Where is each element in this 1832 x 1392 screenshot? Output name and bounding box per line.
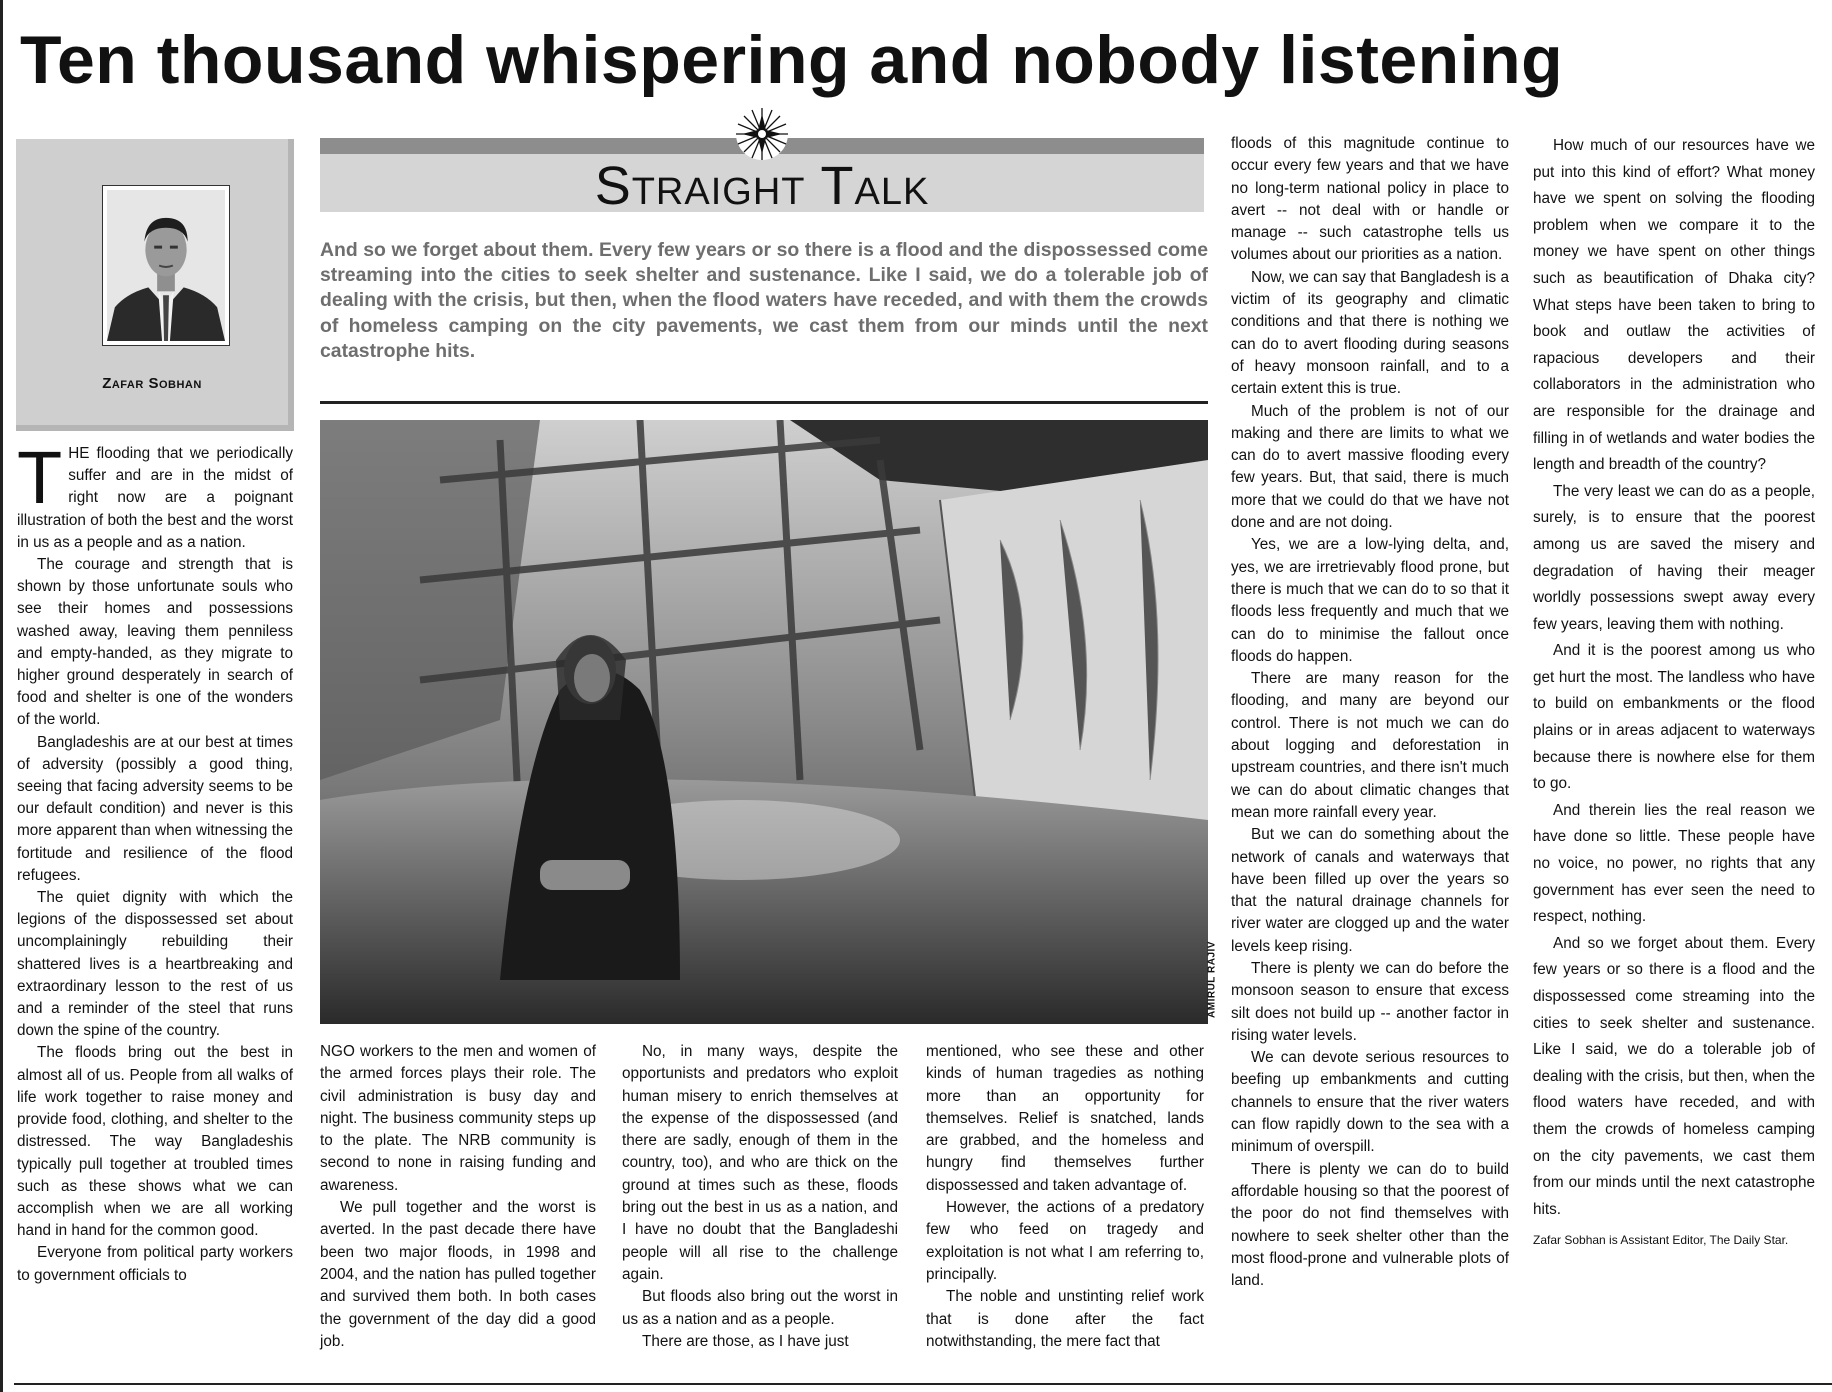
paragraph-4: The quiet dignity with which the legions of the dispossessed set about uncomplainingly rebuilding their shattered lives is a heartbreaking and extraordinary lesson to the rest of us and a reminder of the steel that runs down the spine of the country. [17, 889, 293, 1040]
paragraph-14: Much of the problem is not of our making and there are limits to what we can do to avert massive flooding every few years. But, that said, there is much more that we could do that we have not done and are not doing. [1231, 402, 1509, 532]
headline: Ten thousand whispering and nobody listening [20, 22, 1564, 98]
star-burst-icon [734, 106, 790, 162]
paragraph-16: There are many reason for the flooding, and many are beyond our control. There is not much we can do about logging and deforestation in upstream countries, and there isn't much we can do about climatic changes that mean more rainfall every year. [1231, 670, 1509, 821]
paragraph-25: And so we forget about them. Every few years or so there is a flood and the dispossessed come streaming into the cities to seek shelter and sustenance. Like I said, we do a tolerable job of dealing with the crisis, but then, when the flood waters have receded, and with them the crowds of homeless camping on the city pavements, we cast them from our minds until the next catastrophe hits. [1533, 934, 1815, 1218]
paragraph-23: And it is the poorest among us who get hurt the most. The landless who have to build on embankments or the flood plains or in areas adjacent to waterways because there is nowhere else for them to go. [1533, 642, 1815, 793]
body-column-3 [622, 1041, 898, 1353]
paragraph-10: There are those, as I have just [642, 1332, 849, 1350]
paragraph-18: There is plenty we can do before the monsoon season to ensure that excess silt does not build up -- another factor in rising water levels. [1231, 959, 1509, 1044]
author-bio: Zafar Sobhan is Assistant Editor, The Daily Star. [1533, 1233, 1789, 1248]
paragraph-1-text: HE flooding that we periodically suffer and are in the midst of right now are a poignant illustration of both the best and the worst in us as a people and as a nation. [17, 445, 293, 551]
lede-rule [320, 401, 1208, 404]
paragraph-17: But we can do something about the network of canals and waterways that have been filled up over the years so that the natural drainage channels for river water are clogged up and the water levels keep rising. [1231, 826, 1509, 955]
paragraph-13: Now, we can say that Bangladesh is a victim of its geography and climatic conditions and that there is nothing we can do to avert flooding during seasons of heavy monsoon rainfall, and to a certain extent this is true. [1231, 268, 1509, 398]
paragraph-20: There is plenty we can do to build affordable housing so that the poorest of the poor do not find themselves with nowhere to seek shelter other than the most flood-prone and vulnerable plots of land. [1231, 1160, 1509, 1290]
body-column-4 [926, 1041, 1204, 1353]
flood-photo [320, 420, 1208, 1024]
paragraph-1 [17, 436, 293, 554]
paragraph-7: We pull together and the worst is averted. In the past decade there have been two major floods, in 1998 and 2004, and the nation has pulled together and survived them both. In both cases the government of the day did a good job. [320, 1199, 596, 1350]
page-border-bottom [14, 1383, 1832, 1385]
lede: And so we forget about them. Every few years or so there is a flood and the dispossessed come streaming into the cities to seek shelter and sustenance. Like I said, we do a tolerable job of dealing with the crisis, but then, when the flood waters have receded, and with them the crowds of homeless camping on the city pavements, we cast them from our minds until the next catastrophe hits. [320, 239, 1208, 362]
paragraph-8: No, in many ways, despite the opportunists and predators who exploit human misery to enrich themselves at the expense of the dispossessed (and there are sadly, enough of them in the country, too), and who are thick on the ground at times such as these, floods bring out the best in us as a nation, and I have no doubt that the Bangladeshi people will all rise to the challenge again. [622, 1043, 898, 1283]
paragraph-11: However, the actions of a predatory few who feed on tragedy and exploitation is not what I am referring to, principally. [926, 1199, 1204, 1283]
drop-cap: T [17, 436, 63, 519]
column-banner [320, 106, 1204, 216]
paragraph-6: Everyone from political party workers to government officials to [17, 1244, 293, 1284]
paragraph-10-continued: mentioned, who see these and other kinds of human tragedies as nothing more than an opportunity for themselves. Relief is snatched, lands are grabbed, and the homeless and hungry find themselves further dispossessed and taken advantage of. [926, 1043, 1204, 1194]
paragraph-22: The very least we can do as a people, surely, is to ensure that the poorest among us are saved the misery and degradation of having their meager worldly possessions swept away every few years, leaving them with nothing. [1533, 482, 1815, 633]
paragraph-12: The noble and unstinting relief work that is done after the fact notwithstanding, the mere fact that [926, 1288, 1204, 1350]
column-title: Straight Talk [594, 156, 930, 216]
paragraph-3: Bangladeshis are at our best at times of adversity (possibly a good thing, seeing that facing adversity seems to be our default condition) and never is this more apparent than when witnessing the fortitude and resilience of the flood refugees. [17, 733, 293, 884]
paragraph-5: The floods bring out the best in almost all of us. People from all walks of life work together to raise money and provide food, clothing, and shelter to the distressed. The way Bangladeshis typically pull together at troubled times such as these shows what we can accomplish when we are all working hand in hand for the common good. [17, 1044, 293, 1240]
author-name: Zafar Sobhan [102, 375, 202, 392]
body-column-6 [1533, 133, 1815, 1249]
body-column-1 [17, 436, 293, 1287]
paragraph-19: We can devote serious resources to beefing up embankments and cutting channels to ensure that the river waters can flow rapidly down to the sea with a minimum of overspill. [1231, 1049, 1509, 1156]
paragraph-2: The courage and strength that is shown by those unfortunate souls who see their homes and possessions washed away, leaving them penniless and empty-handed, as they migrate to higher ground desperately in search of food and shelter is one of the wonders of the world. [17, 556, 293, 729]
body-column-2 [320, 1041, 596, 1353]
paragraph-9: But floods also bring out the worst in us as a nation and as a people. [622, 1288, 898, 1328]
paragraph-21: How much of our resources have we put into this kind of effort? What money have we spent on solving the flooding problem when we compare it to the money we have spent on other things such as beautification of Dhaka city? What steps have been taken to bring to book and outlaw the activities of rapacious developers and their collaborators in the administration who are responsible for the drainage and filling in of wetlands and water bodies the length and breadth of the country? [1533, 137, 1815, 474]
photo-credit-text: AMIRUL RAJIV [1206, 941, 1218, 1018]
paragraph-12-continued: floods of this magnitude continue to occur every few years and that we have no long-term national policy in place to avert -- not deal with or handle or manage -- such catastrophe tells us volumes about our priorities as a nation. [1231, 135, 1509, 264]
paragraph-6-continued: NGO workers to the men and women of the armed forces plays their role. The civil administration is busy day and night. The business community steps up to the plate. The NRB community is second to none in raising funding and awareness. [320, 1043, 596, 1194]
photo-credit [1204, 942, 1220, 1022]
author-box [16, 139, 294, 431]
flood-photo-image [320, 420, 1208, 1024]
author-portrait-image [107, 190, 225, 341]
author-portrait [102, 185, 230, 346]
body-column-5 [1231, 133, 1509, 1292]
page-border-left [0, 0, 3, 1392]
paragraph-24: And therein lies the real reason we have done so little. These people have no voice, no power, no rights that any government has ever seen the need to respect, nothing. [1533, 801, 1815, 926]
paragraph-15: Yes, we are a low-lying delta, and, yes, we are irretrievably flood prone, but there is much that we can do to so that it floods less frequently and much that we can do to minimise the fallout once floods do happen. [1231, 536, 1509, 665]
